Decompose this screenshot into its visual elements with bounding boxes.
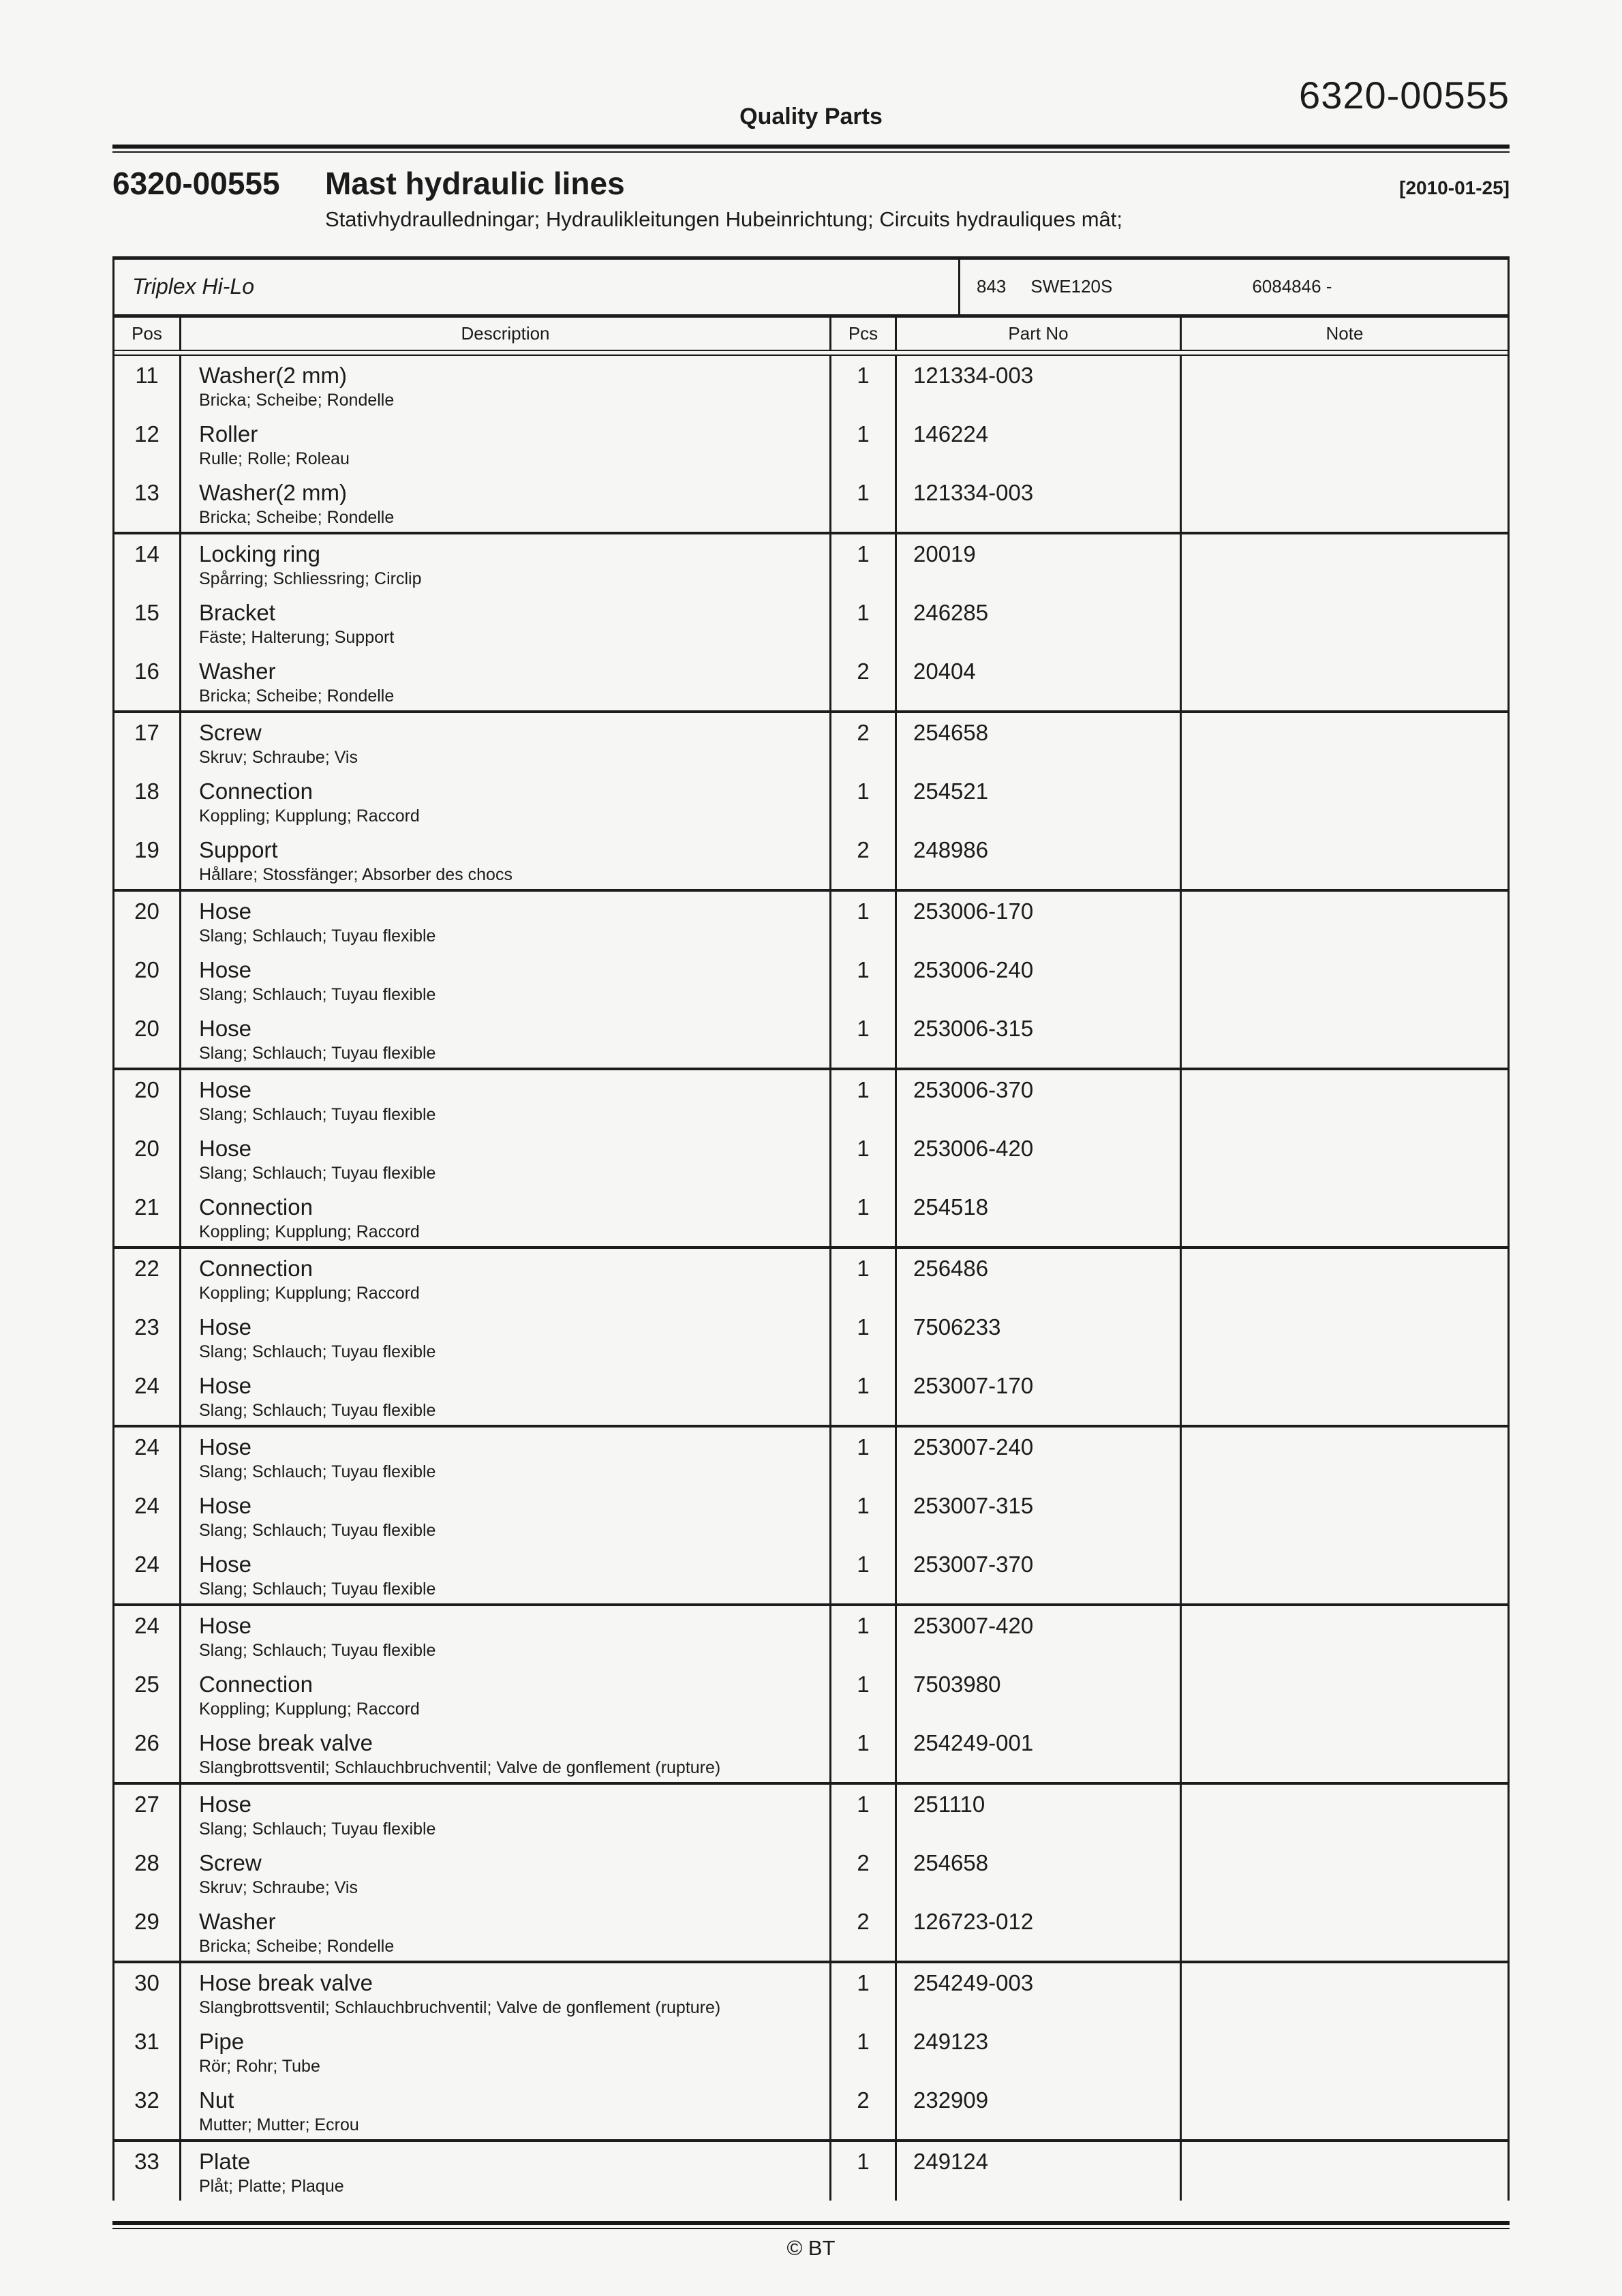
row-group (114, 1963, 1508, 2142)
description-translations: Skruv; Schraube; Vis (199, 747, 358, 767)
description-translations: Slangbrottsventil; Schlauchbruchventil; Valve de gonflement (rupture) (199, 1997, 721, 2017)
table-row (114, 950, 1508, 1009)
description-main: Hose (199, 1791, 252, 1817)
table-row (114, 1188, 1508, 1246)
row-group (114, 534, 1508, 713)
description-translations: Slang; Schlauch; Tuyau flexible (199, 1579, 436, 1599)
note-cell (1182, 414, 1508, 473)
pcs-cell: 1 (831, 1963, 897, 2022)
footer-rule (112, 2221, 1510, 2229)
description-translations: Koppling; Kupplung; Raccord (199, 806, 420, 826)
pcs-cell: 1 (831, 1785, 897, 1843)
note-cell (1182, 830, 1508, 889)
doc-number-large: 6320-00555 (1299, 74, 1510, 117)
description-cell (181, 1606, 831, 1665)
description-main: Screw (199, 719, 262, 745)
description-main: Hose (199, 1372, 252, 1398)
copyright-text: © BT (786, 2235, 836, 2260)
pcs-cell: 1 (831, 534, 897, 593)
description-cell (181, 892, 831, 950)
pos-cell: 24 (114, 1486, 181, 1545)
description-translations: Slang; Schlauch; Tuyau flexible (199, 1043, 436, 1063)
table-row (114, 1545, 1508, 1603)
band-code: 843 (977, 276, 1007, 297)
description-translations: Rör; Rohr; Tube (199, 2056, 320, 2076)
pos-cell: 26 (114, 1723, 181, 1782)
description-translations: Skruv; Schraube; Vis (199, 1877, 358, 1897)
page-subtitle: Stativhydraulledningar; Hydraulikleitungen Hubeinrichtung; Circuits hydrauliques mât; (325, 207, 1123, 231)
description-main: Hose (199, 1551, 252, 1577)
pos-cell: 29 (114, 1902, 181, 1961)
pcs-cell: 2 (831, 713, 897, 772)
description-main: Bracket (199, 599, 275, 625)
col-header-part-no: Part No (897, 318, 1182, 350)
masthead (112, 0, 1510, 145)
description-translations: Plåt; Platte; Plaque (199, 2176, 344, 2196)
table-row (114, 652, 1508, 710)
note-cell (1182, 1129, 1508, 1188)
note-cell (1182, 1486, 1508, 1545)
part-no-cell: 253007-370 (897, 1545, 1182, 1603)
note-cell (1182, 1366, 1508, 1425)
pos-cell: 28 (114, 1843, 181, 1902)
note-cell (1182, 1902, 1508, 1961)
note-cell (1182, 1070, 1508, 1129)
part-no-cell: 248986 (897, 830, 1182, 889)
note-cell (1182, 473, 1508, 532)
part-no-cell: 256486 (897, 1249, 1182, 1308)
pcs-cell: 1 (831, 2022, 897, 2081)
table-row (114, 1249, 1508, 1308)
col-header-pcs: Pcs (831, 318, 897, 350)
note-cell (1182, 892, 1508, 950)
pos-cell: 20 (114, 1129, 181, 1188)
col-header-pos: Pos (114, 318, 181, 350)
part-no-cell: 146224 (897, 414, 1182, 473)
pcs-cell: 1 (831, 1665, 897, 1723)
pcs-cell: 1 (831, 1428, 897, 1486)
table-row (114, 1723, 1508, 1782)
table-row (114, 772, 1508, 830)
part-no-cell: 249124 (897, 2142, 1182, 2201)
table-row (114, 356, 1508, 414)
description-cell (181, 356, 831, 414)
pos-cell: 12 (114, 414, 181, 473)
part-no-cell: 254249-001 (897, 1723, 1182, 1782)
part-no-cell: 253007-420 (897, 1606, 1182, 1665)
table-row (114, 1129, 1508, 1188)
table-row (114, 713, 1508, 772)
description-cell (181, 652, 831, 710)
description-cell (181, 1009, 831, 1068)
table-row (114, 1902, 1508, 1961)
parts-table (112, 256, 1510, 2201)
table-row (114, 830, 1508, 889)
part-no-cell: 251110 (897, 1785, 1182, 1843)
note-cell (1182, 1188, 1508, 1246)
part-no-cell: 7506233 (897, 1308, 1182, 1366)
part-no-cell: 249123 (897, 2022, 1182, 2081)
part-no-cell: 253007-170 (897, 1366, 1182, 1425)
pcs-cell: 1 (831, 473, 897, 532)
description-cell (181, 1665, 831, 1723)
note-cell (1182, 1963, 1508, 2022)
header-double-line (114, 351, 1508, 356)
pos-cell: 20 (114, 950, 181, 1009)
part-no-cell: 7503980 (897, 1665, 1182, 1723)
table-row (114, 1308, 1508, 1366)
description-translations: Koppling; Kupplung; Raccord (199, 1699, 420, 1719)
pcs-cell: 1 (831, 356, 897, 414)
description-translations: Slang; Schlauch; Tuyau flexible (199, 1819, 436, 1839)
page-title: Mast hydraulic lines (325, 166, 625, 201)
description-translations: Rulle; Rolle; Roleau (199, 449, 350, 468)
title-row (112, 166, 1510, 201)
description-cell (181, 1249, 831, 1308)
description-translations: Slang; Schlauch; Tuyau flexible (199, 1462, 436, 1481)
table-row (114, 1665, 1508, 1723)
band-model: Triplex Hi-Lo (114, 260, 960, 314)
title-number: 6320-00555 (112, 166, 280, 201)
description-cell (181, 473, 831, 532)
description-cell (181, 414, 831, 473)
description-cell (181, 1963, 831, 2022)
description-translations: Koppling; Kupplung; Raccord (199, 1283, 420, 1303)
table-row (114, 2081, 1508, 2139)
note-cell (1182, 950, 1508, 1009)
description-translations: Mutter; Mutter; Ecrou (199, 2115, 359, 2134)
table-row (114, 593, 1508, 652)
pos-cell: 17 (114, 713, 181, 772)
pos-cell: 14 (114, 534, 181, 593)
part-no-cell: 254518 (897, 1188, 1182, 1246)
description-main: Hose (199, 1076, 252, 1102)
col-header-note: Note (1326, 322, 1364, 344)
pos-cell: 30 (114, 1963, 181, 2022)
description-cell (181, 1129, 831, 1188)
table-row (114, 414, 1508, 473)
description-cell (181, 830, 831, 889)
description-translations: Slang; Schlauch; Tuyau flexible (199, 926, 436, 946)
row-group (114, 1606, 1508, 1785)
description-translations: Slang; Schlauch; Tuyau flexible (199, 984, 436, 1004)
pos-cell: 23 (114, 1308, 181, 1366)
part-no-cell: 121334-003 (897, 473, 1182, 532)
note-cell (1182, 1428, 1508, 1486)
pcs-cell: 1 (831, 1486, 897, 1545)
pcs-cell: 2 (831, 2081, 897, 2139)
table-row (114, 1843, 1508, 1902)
pos-cell: 20 (114, 1070, 181, 1129)
row-group (114, 356, 1508, 534)
description-main: Connection (199, 1194, 313, 1220)
pcs-cell: 1 (831, 1070, 897, 1129)
pcs-cell: 1 (831, 414, 897, 473)
note-cell (1182, 1665, 1508, 1723)
description-cell (181, 1785, 831, 1843)
pcs-cell: 1 (831, 1249, 897, 1308)
description-cell (181, 1902, 831, 1961)
part-no-cell: 246285 (897, 593, 1182, 652)
description-translations: Slangbrottsventil; Schlauchbruchventil; Valve de gonflement (rupture) (199, 1757, 721, 1777)
band-variant: SWE120S (1030, 276, 1113, 297)
description-translations: Bricka; Scheibe; Rondelle (199, 1936, 395, 1956)
description-cell (181, 1188, 831, 1246)
description-cell (181, 1308, 831, 1366)
description-translations: Koppling; Kupplung; Raccord (199, 1222, 420, 1241)
note-cell (1182, 1009, 1508, 1068)
description-main: Connection (199, 1671, 313, 1697)
description-translations: Bricka; Scheibe; Rondelle (199, 507, 395, 527)
revision-date: [2010-01-25] (1399, 177, 1510, 198)
pcs-cell: 1 (831, 2142, 897, 2201)
description-main: Hose (199, 898, 252, 924)
band-serial: 6084846 - (1252, 276, 1332, 297)
note-cell (1182, 2022, 1508, 2081)
pcs-cell: 2 (831, 1902, 897, 1961)
row-group (114, 1249, 1508, 1428)
description-main: Hose break valve (199, 1969, 373, 1995)
part-no-cell: 253006-170 (897, 892, 1182, 950)
pcs-cell: 2 (831, 830, 897, 889)
row-group (114, 1785, 1508, 1963)
description-cell (181, 1545, 831, 1603)
description-translations: Slang; Schlauch; Tuyau flexible (199, 1640, 436, 1660)
part-no-cell: 20019 (897, 534, 1182, 593)
pos-cell: 31 (114, 2022, 181, 2081)
pos-cell: 20 (114, 892, 181, 950)
description-cell (181, 2081, 831, 2139)
description-cell (181, 1723, 831, 1782)
part-no-cell: 254658 (897, 1843, 1182, 1902)
description-translations: Slang; Schlauch; Tuyau flexible (199, 1520, 436, 1540)
pcs-cell: 1 (831, 1188, 897, 1246)
table-row (114, 1428, 1508, 1486)
description-main: Hose (199, 1612, 252, 1638)
part-no-cell: 253006-240 (897, 950, 1182, 1009)
description-translations: Slang; Schlauch; Tuyau flexible (199, 1400, 436, 1420)
pos-cell: 19 (114, 830, 181, 889)
description-main: Washer (199, 1908, 276, 1934)
pos-cell: 11 (114, 356, 181, 414)
description-cell (181, 593, 831, 652)
table-row (114, 1963, 1508, 2022)
pos-cell: 15 (114, 593, 181, 652)
note-cell (1182, 1308, 1508, 1366)
description-translations: Slang; Schlauch; Tuyau flexible (199, 1163, 436, 1183)
part-no-cell: 253007-315 (897, 1486, 1182, 1545)
pcs-cell: 1 (831, 593, 897, 652)
description-main: Washer(2 mm) (199, 362, 347, 388)
description-main: Pipe (199, 2028, 245, 2054)
pos-cell: 24 (114, 1366, 181, 1425)
description-cell (181, 534, 831, 593)
description-translations: Spårring; Schliessring; Circlip (199, 569, 422, 588)
header-rule (112, 145, 1510, 153)
table-row (114, 892, 1508, 950)
description-main: Screw (199, 1849, 262, 1875)
description-main: Hose (199, 1135, 252, 1161)
pcs-cell: 1 (831, 1606, 897, 1665)
pos-cell: 32 (114, 2081, 181, 2139)
table-row (114, 1785, 1508, 1843)
pos-cell: 24 (114, 1545, 181, 1603)
table-row (114, 2022, 1508, 2081)
part-no-cell: 253006-315 (897, 1009, 1182, 1068)
description-main: Support (199, 836, 278, 862)
part-no-cell: 253007-240 (897, 1428, 1182, 1486)
part-no-cell: 20404 (897, 652, 1182, 710)
description-main: Nut (199, 2087, 234, 2113)
pos-cell: 27 (114, 1785, 181, 1843)
band-right (960, 260, 1332, 314)
pcs-cell: 2 (831, 1843, 897, 1902)
pcs-cell: 1 (831, 1366, 897, 1425)
description-main: Hose (199, 1492, 252, 1518)
description-cell (181, 1366, 831, 1425)
description-main: Hose (199, 1015, 252, 1041)
note-cell (1182, 356, 1508, 414)
description-translations: Bricka; Scheibe; Rondelle (199, 390, 395, 410)
row-group (114, 1070, 1508, 1249)
table-row (114, 1009, 1508, 1068)
page-content (112, 0, 1510, 2261)
header-center-title: Quality Parts (739, 104, 883, 130)
description-cell (181, 950, 831, 1009)
table-row (114, 2142, 1508, 2201)
description-translations: Bricka; Scheibe; Rondelle (199, 686, 395, 706)
pcs-cell: 1 (831, 1545, 897, 1603)
description-main: Connection (199, 1255, 313, 1281)
pos-cell: 24 (114, 1606, 181, 1665)
table-row (114, 534, 1508, 593)
pcs-cell: 1 (831, 1723, 897, 1782)
description-main: Washer(2 mm) (199, 479, 347, 505)
part-no-cell: 253006-370 (897, 1070, 1182, 1129)
description-translations: Hållare; Stossfänger; Absorber des chocs (199, 864, 512, 884)
pcs-cell: 1 (831, 892, 897, 950)
part-no-cell: 254521 (897, 772, 1182, 830)
pcs-cell: 1 (831, 1009, 897, 1068)
pcs-cell: 1 (831, 950, 897, 1009)
description-main: Connection (199, 778, 313, 804)
description-main: Locking ring (199, 541, 320, 567)
pcs-cell: 1 (831, 772, 897, 830)
pos-cell: 13 (114, 473, 181, 532)
col-header-description: Description (181, 318, 831, 350)
description-translations: Slang; Schlauch; Tuyau flexible (199, 1104, 436, 1124)
part-no-cell: 254658 (897, 713, 1182, 772)
table-band (114, 260, 1508, 318)
table-row (114, 1070, 1508, 1129)
description-main: Hose (199, 956, 252, 982)
description-main: Roller (199, 421, 258, 447)
note-cell (1182, 1606, 1508, 1665)
pos-cell: 21 (114, 1188, 181, 1246)
pos-cell: 16 (114, 652, 181, 710)
table-row (114, 1606, 1508, 1665)
note-cell (1182, 1723, 1508, 1782)
description-translations: Slang; Schlauch; Tuyau flexible (199, 1342, 436, 1361)
note-cell (1182, 1843, 1508, 1902)
pos-cell: 33 (114, 2142, 181, 2201)
part-no-cell: 121334-003 (897, 356, 1182, 414)
part-no-cell: 232909 (897, 2081, 1182, 2139)
row-group (114, 2142, 1508, 2201)
pcs-cell: 2 (831, 652, 897, 710)
note-cell (1182, 1545, 1508, 1603)
table-body (114, 356, 1508, 2201)
description-main: Washer (199, 658, 276, 684)
pos-cell: 22 (114, 1249, 181, 1308)
pcs-cell: 1 (831, 1308, 897, 1366)
part-no-cell: 254249-003 (897, 1963, 1182, 2022)
description-cell (181, 2022, 831, 2081)
description-cell (181, 713, 831, 772)
row-group (114, 892, 1508, 1070)
table-row (114, 1366, 1508, 1425)
description-cell (181, 1070, 831, 1129)
row-group (114, 713, 1508, 892)
description-cell (181, 2142, 831, 2201)
pos-cell: 18 (114, 772, 181, 830)
note-cell (1182, 2142, 1508, 2201)
description-cell (181, 1843, 831, 1902)
pos-cell: 25 (114, 1665, 181, 1723)
description-cell (181, 1428, 831, 1486)
note-cell (1182, 534, 1508, 593)
note-cell (1182, 713, 1508, 772)
column-header-row (114, 318, 1508, 351)
description-translations: Fäste; Halterung; Support (199, 627, 395, 647)
part-no-cell: 126723-012 (897, 1902, 1182, 1961)
pcs-cell: 1 (831, 1129, 897, 1188)
description-main: Hose (199, 1314, 252, 1340)
note-cell (1182, 652, 1508, 710)
note-cell (1182, 1785, 1508, 1843)
pos-cell: 20 (114, 1009, 181, 1068)
row-group (114, 1428, 1508, 1606)
part-no-cell: 253006-420 (897, 1129, 1182, 1188)
note-cell (1182, 772, 1508, 830)
description-cell (181, 772, 831, 830)
note-cell (1182, 2081, 1508, 2139)
description-main: Plate (199, 2148, 251, 2174)
description-cell (181, 1486, 831, 1545)
note-cell (1182, 593, 1508, 652)
note-cell (1182, 1249, 1508, 1308)
table-row (114, 1486, 1508, 1545)
description-main: Hose break valve (199, 1729, 373, 1755)
description-main: Hose (199, 1434, 252, 1460)
pos-cell: 24 (114, 1428, 181, 1486)
table-row (114, 473, 1508, 532)
